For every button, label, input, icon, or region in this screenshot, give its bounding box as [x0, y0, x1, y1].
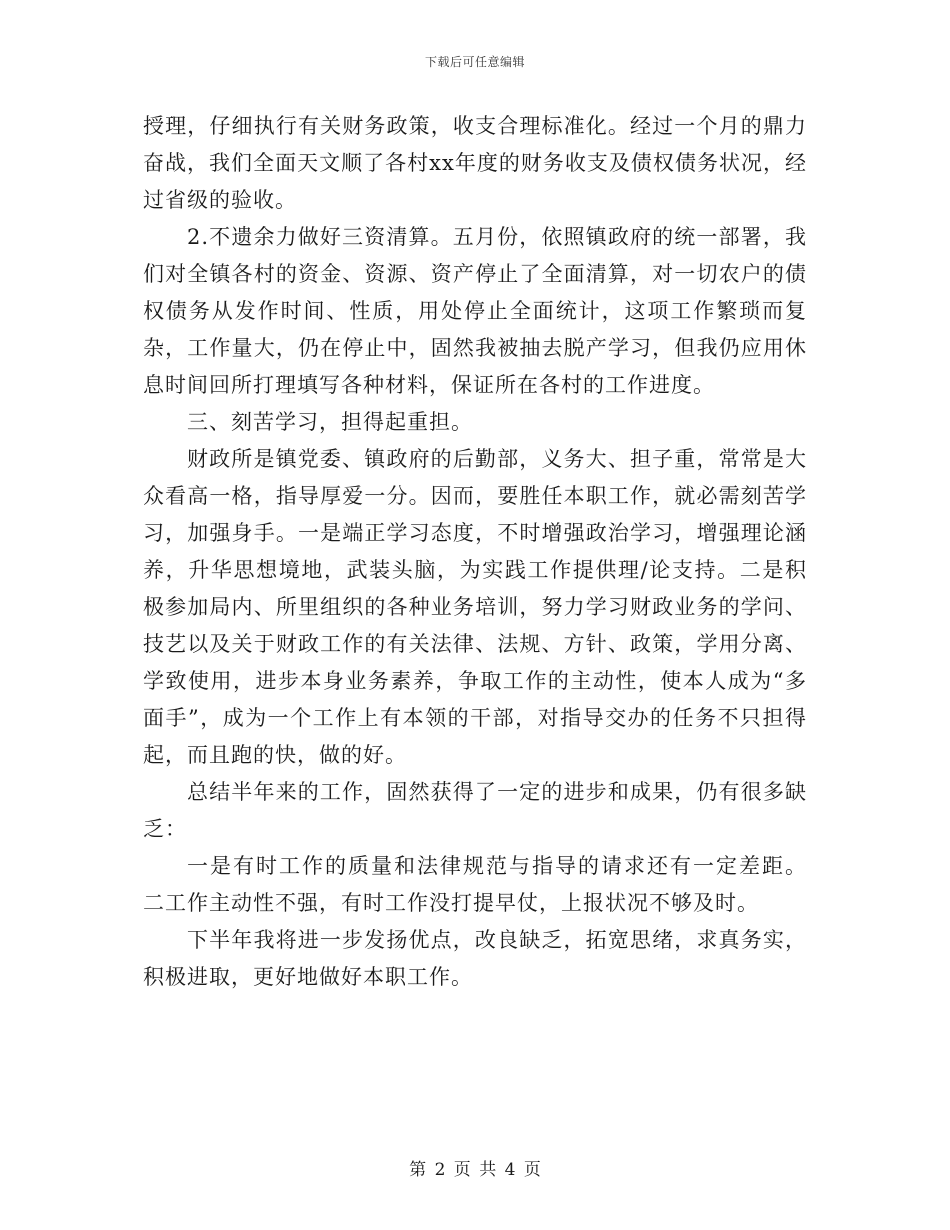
paragraph-2: 2.不遗余力做好三资清算。五月份，依照镇政府的统一部署，我们对全镇各村的资金、资源、资产停止了全面清算，对一切农户的债权债务从发作时间、性质，用处停止全面统计，这项工作繁琐而复杂，工作量大，仍在停止中，固然我被抽去脱产学习，但我仍应用休息时间回所打理填写各种材料，保证所在各村的工作进度。: [143, 225, 807, 397]
paragraph-7: 下半年我将进一步发扬优点，改良缺乏，拓宽思绪，求真务实，积极进取，更好地做好本职工作。: [143, 928, 807, 989]
paragraph-1: 授理，仔细执行有关财务政策，收支合理标准化。经过一个月的鼎力奋战，我们全面天文顺了各村xx年度的财务收支及债权债务状况，经过省级的验收。: [143, 114, 807, 212]
section-heading-3: 三、刻苦学习，担得起重担。: [187, 410, 473, 434]
paragraph-5: 总结半年来的工作，固然获得了一定的进步和成果，仍有很多缺乏：: [143, 780, 807, 841]
page-number: 第 2 页 共 4 页: [409, 1160, 541, 1180]
paragraph-4: 财政所是镇党委、镇政府的后勤部，义务大、担子重，常常是大众看高一格，指导厚爱一分。因而，要胜任本职工作，就必需刻苦学习，加强身手。一是端正学习态度，不时增强政治学习，增强理论涵养，升华思想境地，武装头脑，为实践工作提供理/论支持。二是积极参加局内、所里组织的各种业务培训，努力学习财政业务的学问、技艺以及关于财政工作的有关法律、法规、方针、政策，学用分离、学致使用，进步本身业务素养，争取工作的主动性，使本人成为“多面手”，成为一个工作上有本领的干部，对指导交办的任务不只担得起，而且跑的快，做的好。: [143, 447, 807, 767]
paragraph-6: 一是有时工作的质量和法律规范与指导的请求还有一定差距。 二工作主动性不强，有时工作没打提早仗，上报状况不够及时。: [143, 854, 807, 915]
header-note: 下载后可任意编辑: [424, 55, 525, 69]
document-body: [143, 108, 807, 996]
